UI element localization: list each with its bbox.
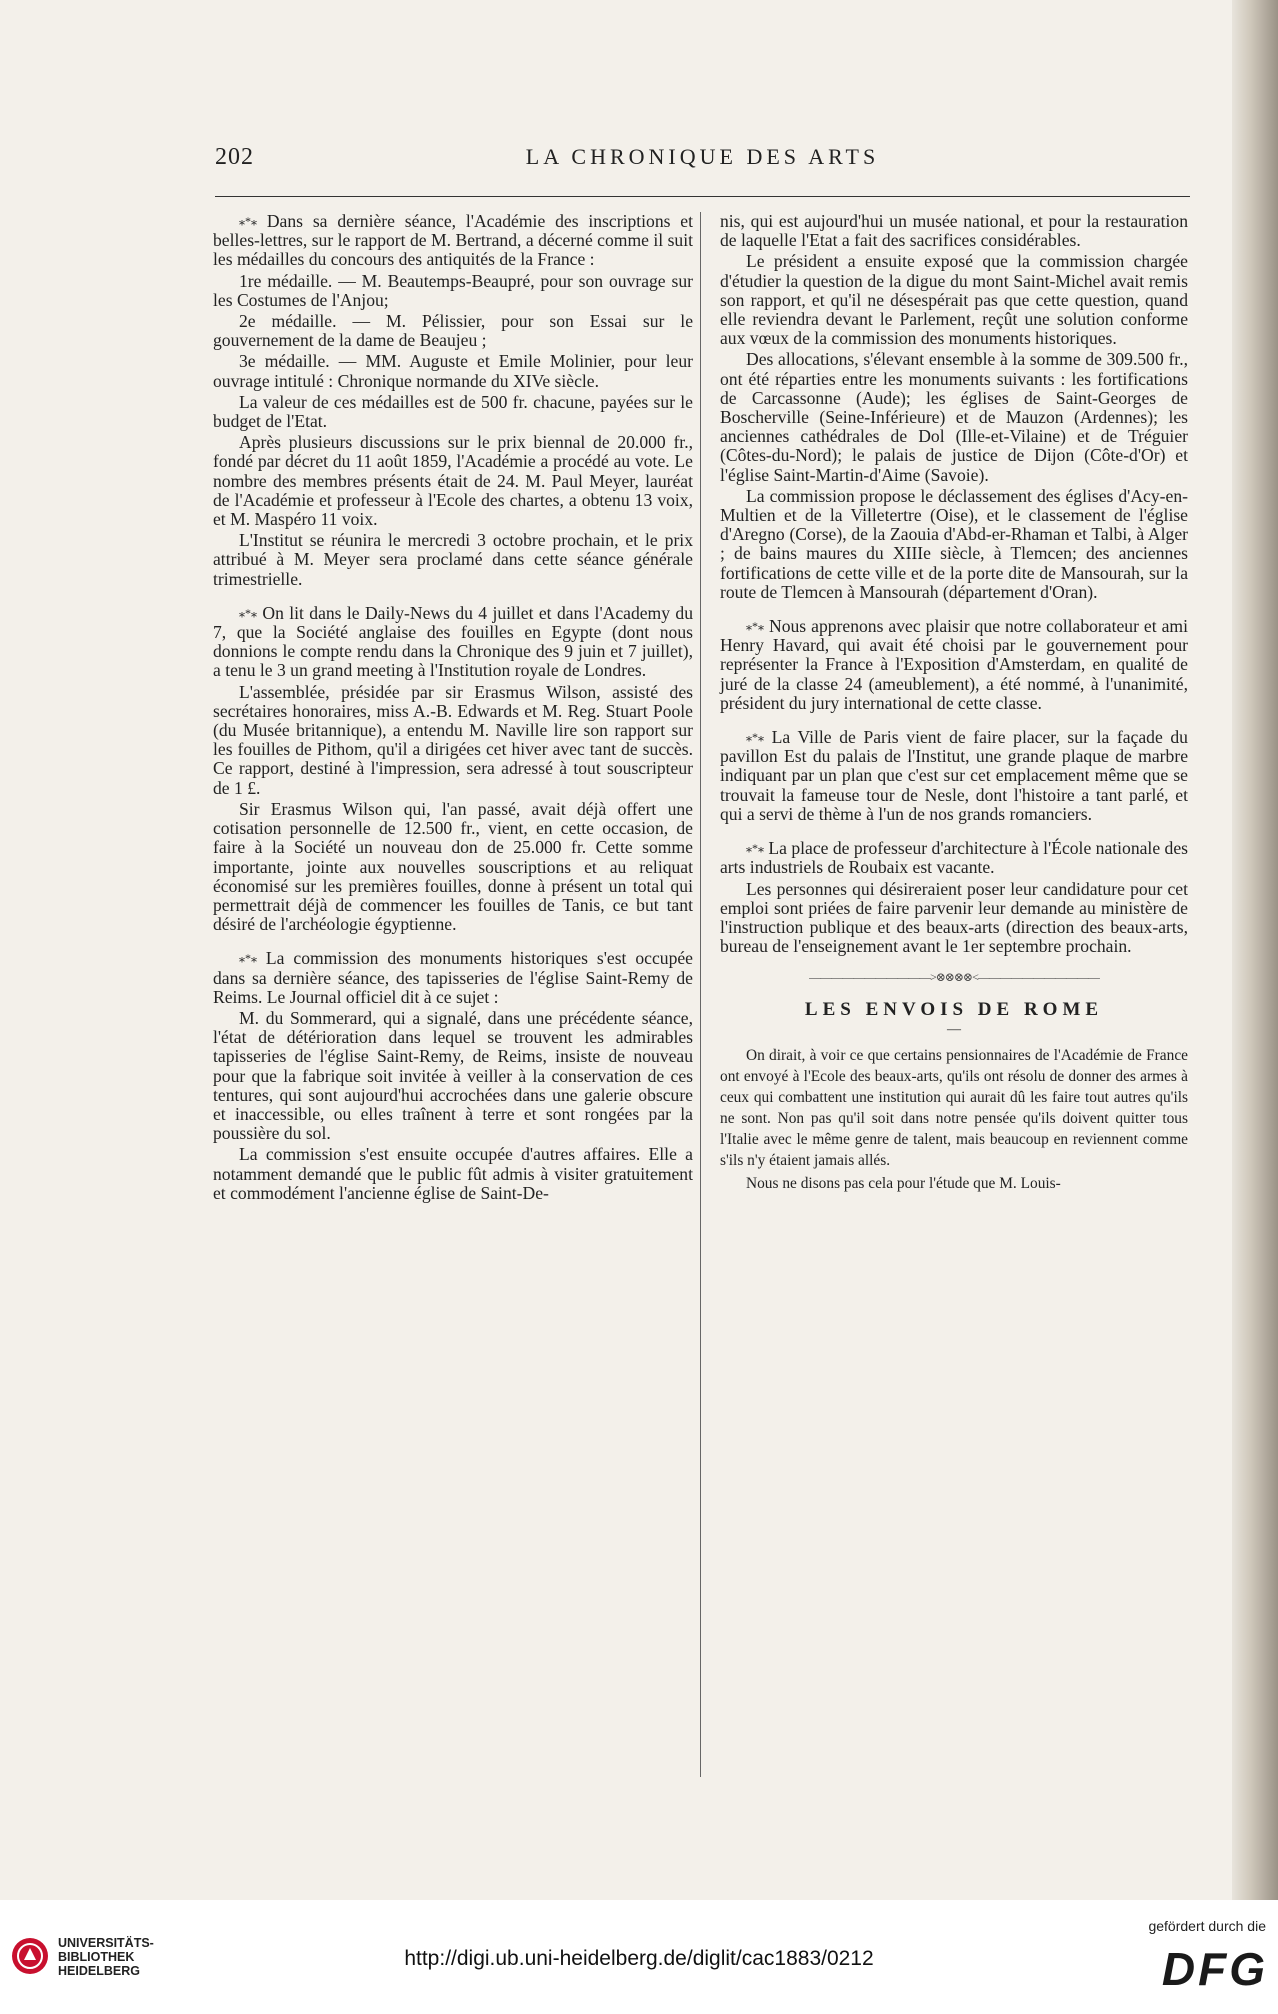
paragraph: ⁎*⁎ La Ville de Paris vient de faire placer, sur la façade du pavillon Est du palais de l'Institut, une grande plaque de marbre indiquant par un plan que c'est sur cet emplacement même que se trouvait la fameuse tour de Nesle, dont l'histoire a tant parlé, et qui a servi de thème à l'un de nos grands romanciers. [720, 727, 1188, 824]
paragraph: La commission propose le déclassement des églises d'Acy-en-Multien et de la Villetertre (Oise), et le classement de l'église d'Aregno (Corse), de la Zaouia d'Abd-er-Rhaman et Talbi, à Alger ; de bains maures du XIIIe siècle, à Tlemcen; des anciennes fortifications de cette ville et de la porte dite de Mansourah, sur la route de Tlemcen à Mansourah (département d'Oran). [720, 485, 1188, 602]
asterism: ⁎*⁎ [746, 841, 764, 856]
footer-bar [0, 1900, 1278, 2014]
paragraph: On dirait, à voir ce que certains pensionnaires de l'Académie de France ont envoyé à l'Ecole des beaux-arts, qu'ils ont résolu de donner des armes à ceux qui combattent une institution qui aurait dû les faire tout autres qu'ils ne sont. Non pas qu'il soit dans notre pensée qu'ils doivent quitter tous l'Italie avec le même genre de talent, mais beaucoup en reviennent comme s'ils n'y étaient jamais allés. [720, 1046, 1188, 1169]
paragraph: 2e médaille. — M. Pélissier, pour son Essai sur le gouvernement de la dame de Beaujeu ; [213, 311, 693, 351]
paragraph: L'assemblée, présidée par sir Erasmus Wilson, assisté des secrétaires honoraires, miss A.-B. Edwards et M. Reg. Stuart Poole (du Musée britannique), a entendu M. Naville lire son rapport sur les fouilles de Pithom, qu'il a dirigées cet hiver avec tant de succès. Ce rapport, destiné à l'impression, sera adressé à tout souscripteur de 1 £. [213, 681, 693, 798]
paragraph: ⁎*⁎ Dans sa dernière séance, l'Académie des inscriptions et belles-lettres, sur le rapport de M. Bertrand, a décerné comme il suit les médailles du concours des antiquités de la France : [213, 211, 693, 270]
paragraph: La valeur de ces médailles est de 500 fr. chacune, payées sur le budget de l'Etat. [213, 391, 693, 432]
asterism: ⁎*⁎ [746, 619, 764, 634]
paragraph: ⁎*⁎ La place de professeur d'architecture à l'École nationale des arts industriels de Roubaix est vacante. [720, 838, 1188, 878]
paragraph: L'Institut se réunira le mercredi 3 octobre prochain, et le prix attribué à M. Meyer sera proclamé dans cette séance générale trimestrielle. [213, 530, 693, 589]
paragraph: Sir Erasmus Wilson qui, l'an passé, avait déjà offert une cotisation personnelle de 12.500 fr., vient, en cette occasion, de faire à la Société un nouveau don de 25.000 fr. Cette somme importante, jointe aux nouvelles souscriptions et au reliquat économisé sur les premières fouilles, donne à présent un total qui permettrait déjà de commencer les fouilles de Tanis, ce but tant désiré de l'archéologie égyptienne. [213, 798, 693, 935]
paragraph: ⁎*⁎ Nous apprenons avec plaisir que notre collaborateur et ami Henry Havard, qui avait été choisi par le gouvernement pour représenter la France à l'Exposition d'Amsterdam, en qualité de juré de la classe 24 (ameublement), a été nommé, à l'unanimité, président du jury international de cette classe. [720, 616, 1189, 713]
section-title: LES ENVOIS DE ROME [804, 998, 1104, 1020]
dfg-logo: DFG [1161, 1943, 1268, 1995]
paragraph: Des allocations, s'élevant ensemble à la somme de 309.500 fr., ont été réparties entre les monuments suivants : les fortifications de Carcassonne (Aude); les églises de Saint-Georges de Boscherville (Seine-Inférieure) et de Mauzon (Ardennes); les anciennes cathédrales de Dol (Ille-et-Vilaine) et de Tréguier (Côtes-du-Nord); le palais de justice de Dijon (Côte-d'Or) et l'église Saint-Martin-d'Aime (Savoie). [720, 349, 1188, 485]
page-header [215, 140, 1190, 180]
asterism: ⁎*⁎ [239, 214, 257, 228]
asterism: ⁎*⁎ [239, 605, 257, 620]
paragraph: M. du Sommerard, qui a signalé, dans une précédente séance, l'état de détérioration dans lequel se trouvent les admirables tapisseries de l'église Saint-Remy, de Reims, insiste de nouveau pour que la fabrique soit invitée à veiller à la conservation de ces tentures, qui sont aujourd'hui accrochées dans une galerie obscure et inaccessible, ou elles traînent à terre et sont rongées par la poussière du sol. [213, 1007, 693, 1144]
asterism: ⁎*⁎ [746, 730, 764, 745]
asterism: ⁎*⁎ [239, 951, 257, 966]
page-spine-shadow [1232, 0, 1278, 1900]
paragraph: La commission s'est ensuite occupée d'autres affaires. Elle a notamment demandé que le public fût admis à visiter gratuitement et commodément l'ancienne église de Saint-De- [213, 1144, 693, 1203]
section-body [720, 1045, 1188, 1194]
paragraph: Le président a ensuite exposé que la commission chargée d'étudier la question de la digue du mont Saint-Michel avait remis son rapport, et qu'il ne désespérait pas que cette question, quand elle reviendra devant le Parlement, reçût une solution conforme aux vœux de la commission des monuments historiques. [720, 251, 1188, 349]
running-title: LA CHRONIQUE DES ARTS [525, 144, 880, 169]
paragraph: 3e médaille. — MM. Auguste et Emile Molinier, pour leur ouvrage intitulé : Chronique normande du XIVe siècle. [213, 351, 693, 391]
header-rule [215, 196, 1190, 197]
paragraph: ⁎*⁎ On lit dans le Daily-News du 4 juillet et dans l'Academy du 7, que la Société anglaise des fouilles en Egypte (dont nous donnions le compte rendu dans la Chronique des 9 juin et 7 juillet), a tenu le 3 un grand meeting à l'Institution royale de Londres. [213, 602, 693, 681]
source-url[interactable]: http://digi.ub.uni-heidelberg.de/diglit/cac1883/0212 [404, 1947, 874, 1970]
paragraph: 1re médaille. — M. Beautemps-Beaupré, pour son ouvrage sur les Costumes de l'Anjou; [213, 270, 693, 310]
paragraph: Après plusieurs discussions sur le prix biennal de 20.000 fr., fondé par décret du 11 août 1859, l'Académie a procédé au vote. Le nombre des membres présents était de 24. M. Paul Meyer, lauréat de l'Académie et professeur à l'Ecole des chartes, a obtenu 13 voix, et M. Maspéro 11 voix. [213, 432, 693, 530]
column-divider [700, 212, 701, 1777]
right-column [720, 212, 1188, 1196]
paragraph: Les personnes qui désireraient poser leur candidature pour cet emploi sont priées de faire parvenir leur demande au ministère de l'instruction publique et des beaux-arts (direction des beaux-arts, bureau de l'enseignement avant le 1er septembre prochain. [720, 878, 1188, 957]
paragraph: ⁎*⁎ La commission des monuments historiques s'est occupée dans sa dernière séance, des tapisseries de l'église Saint-Remy de Reims. Le Journal officiel dit à ce sujet : [213, 948, 693, 1007]
paragraph: nis, qui est aujourd'hui un musée national, et pour la restauration de laquelle l'Etat a fait des sacrifices considérables. [720, 211, 1188, 251]
section-dash: — [947, 1021, 961, 1037]
left-column [213, 212, 693, 1205]
page-number: 202 [215, 144, 254, 170]
section-ornament: ———————————>⊗⊗⊗⊗<——————————— [809, 970, 1099, 985]
paragraph: Nous ne disons pas cela pour l'étude que M. Louis- [746, 1174, 1061, 1192]
funder-label: gefördert durch die [1148, 1918, 1266, 1934]
university-name: UNIVERSITÄTS- BIBLIOTHEK HEIDELBERG [58, 1936, 154, 1978]
